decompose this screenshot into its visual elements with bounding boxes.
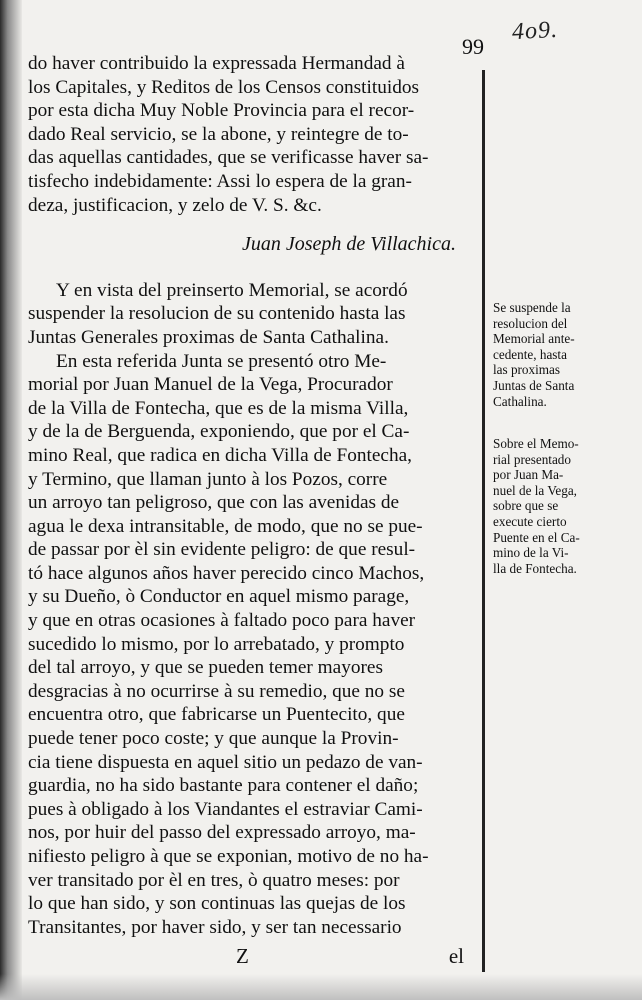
text-line: cia tiene dispuesta en aquel sitio un pedazo de van- <box>28 751 423 773</box>
page-footer <box>28 944 474 970</box>
margin-note-line: rial presentado <box>493 451 571 467</box>
text-line: Juntas Generales proximas de Santa Cathalina. <box>28 326 389 348</box>
main-text-column <box>28 52 474 939</box>
text-line: nifiesto peligro à que se exponian, motivo de no ha- <box>28 846 429 867</box>
text-line: puede tener poco coste; y que aunque la Provin- <box>28 728 399 750</box>
text-line: desgracias à no ocurrirse à su remedio, que no se <box>28 680 405 702</box>
margin-note-line: nuel de la Vega, <box>493 482 577 498</box>
handwritten-folio-number: 4o9. <box>511 16 559 46</box>
gutter-shadow <box>0 0 22 1000</box>
text-line: pues à obligado à los Viandantes el estraviar Cami- <box>28 798 423 820</box>
text-line: do haver contribuido la expressada Hermandad à <box>28 53 405 74</box>
text-line: sucedido lo mismo, por lo arrebatado, y prompto <box>28 633 405 655</box>
margin-note-line: execute cierto <box>493 513 567 529</box>
text-line: Transitantes, por haver sido, y ser tan necessario <box>28 916 402 938</box>
text-line: y que en otras ocasiones à faltado poco para haver <box>28 610 416 632</box>
text-line: morial por Juan Manuel de la Vega, Procurador <box>28 374 393 396</box>
signature-mark: Z <box>236 944 249 968</box>
text-line: lo que han sido, y son continuas las quejas de los <box>28 893 406 915</box>
text-line: guardia, no ha sido bastante para contener el daño; <box>28 775 419 797</box>
margin-note-line: cedente, hasta <box>493 346 567 362</box>
margin-note-line: Juntas de Santa <box>493 377 575 393</box>
text-line: de la Villa de Fontecha, que es de la misma Villa, <box>28 397 409 419</box>
signature-line: Juan Joseph de Villachica. <box>241 233 456 256</box>
catchword: el <box>448 944 464 968</box>
margin-note-line: lla de Fontecha. <box>493 560 577 576</box>
text-line: tisfecho indebidamente: Assi lo espera de la gran- <box>28 170 412 192</box>
margin-note-line: sobre que se <box>493 498 559 514</box>
text-line: de passar por èl sin evidente peligro: de que resul- <box>28 539 416 561</box>
margin-note-line: por Juan Ma- <box>493 467 564 483</box>
text-line: suspender la resolucion de su contenido hasta las <box>28 303 406 325</box>
margin-note-line: resolucion del <box>493 315 568 331</box>
text-line: por esta dicha Muy Noble Provincia para el recor- <box>28 100 415 122</box>
page-number: 99 <box>462 34 484 59</box>
column-rule <box>482 70 485 972</box>
text-line: Y en vista del preinserto Memorial, se acordó <box>56 279 408 301</box>
paragraph-new-memorial <box>28 350 474 940</box>
paragraph-memorial-ending <box>28 52 474 217</box>
text-line: mino Real, que radica en dicha Villa de Fontecha, <box>28 444 412 466</box>
bottom-shadow <box>0 974 642 1000</box>
text-line: y de la de Berguenda, exponiendo, que por el Ca- <box>28 421 410 443</box>
text-line: agua le dexa intransitable, de modo, que no se pue- <box>28 515 423 537</box>
margin-note-suspension <box>493 300 597 409</box>
text-line: dado Real servicio, se la abone, y reintegre de to- <box>28 123 409 145</box>
text-line: encuentra otro, que fabricarse un Puentecito, que <box>28 704 405 726</box>
text-line: y su Dueño, ò Conductor en aquel mismo parage, <box>28 586 410 608</box>
margin-note-line: Puente en el Ca- <box>493 529 580 545</box>
text-line: los Capitales, y Reditos de los Censos constituidos <box>28 76 419 98</box>
text-line: das aquellas cantidades, que se verificasse haver sa- <box>28 147 429 169</box>
text-line: del tal arroyo, y que se pueden temer mayores <box>28 657 383 679</box>
margin-note-bridge <box>493 436 597 576</box>
text-line: tó hace algunos años haver perecido cinco Machos, <box>28 562 425 584</box>
margin-note-line: las proximas <box>493 362 561 378</box>
text-line: nos, por huir del passo del expressado arroyo, ma- <box>28 822 416 844</box>
margin-note-line: mino de la Vi- <box>493 545 569 561</box>
margin-note-line: Se suspende la <box>493 300 571 315</box>
text-line: En esta referida Junta se presentó otro Me- <box>56 350 387 372</box>
text-line: un arroyo tan peligroso, que con las avenidas de <box>28 492 400 514</box>
margin-note-line: Memorial ante- <box>493 331 575 347</box>
paragraph-resolution <box>28 279 474 350</box>
text-line: deza, justificacion, y zelo de V. S. &c. <box>28 194 322 216</box>
margin-note-line: Cathalina. <box>493 393 547 409</box>
margin-note-line: Sobre el Memo- <box>493 436 579 451</box>
text-line: y Termino, que llaman junto à los Pozos, corre <box>28 468 388 490</box>
text-line: ver transitado por èl en tres, ò quatro meses: por <box>28 869 400 891</box>
